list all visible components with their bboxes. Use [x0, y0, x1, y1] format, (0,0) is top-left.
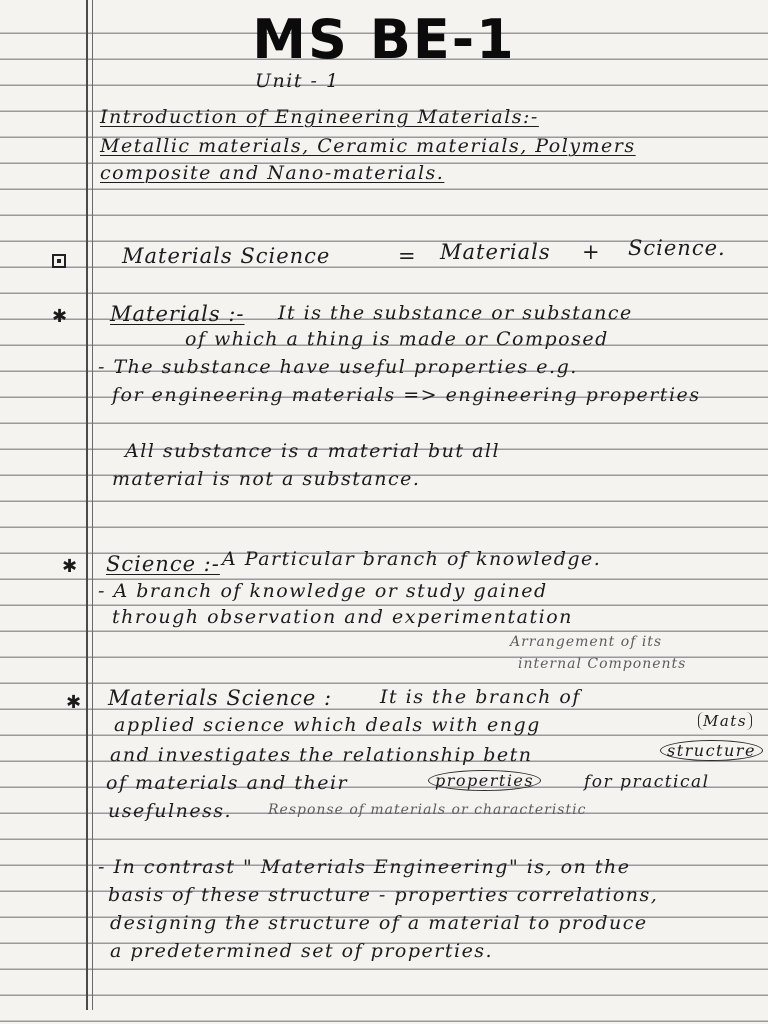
star-bullet-icon: ✱ — [52, 306, 68, 327]
contrast-line-4: a predetermined set of properties. — [110, 940, 494, 962]
margin-line-inner — [92, 0, 93, 1010]
science-line-3: through observation and experimentation — [112, 606, 573, 628]
materials-line-1: It is the substance or substance — [278, 302, 633, 324]
ms-def-heading: Materials Science : — [108, 686, 333, 710]
materials-line-4: for engineering materials => engineering properties — [112, 384, 701, 406]
equation-term-2: Science. — [628, 236, 726, 260]
science-note-2: internal Components — [518, 656, 687, 672]
equation-equals: = — [398, 244, 417, 268]
contrast-line-1: - In contrast " Materials Engineering" is, on the — [98, 856, 631, 878]
materials-line-2: of which a thing is made or Composed — [185, 328, 609, 350]
contrast-line-2: basis of these structure - properties correlations, — [108, 884, 659, 906]
science-line-1: A Particular branch of knowledge. — [222, 548, 602, 570]
intro-line-3: composite and Nano-materials. — [100, 162, 445, 184]
intro-line-2: Metallic materials, Ceramic materials, Polymers — [100, 135, 636, 157]
ms-def-properties: properties — [428, 770, 541, 791]
ms-def-note: Response of materials or characteristic — [268, 802, 587, 818]
page-title: MS BE-1 — [252, 8, 516, 71]
ms-def-line-4: of materials and their — [106, 772, 349, 794]
square-bullet-icon — [52, 254, 66, 268]
equation-term-1: Materials — [440, 240, 551, 264]
star-bullet-icon: ✱ — [62, 556, 78, 577]
materials-line-3: - The substance have useful properties e.g. — [98, 356, 578, 378]
equation-lhs: Materials Science — [122, 244, 331, 268]
ms-def-line-3: and investigates the relationship betn — [110, 744, 533, 766]
materials-heading: Materials :- — [110, 302, 245, 326]
intro-line-1: Introduction of Engineering Materials:- — [100, 106, 539, 128]
science-note-1: Arrangement of its — [510, 634, 663, 650]
ms-def-line-5: usefulness. — [108, 800, 233, 822]
ms-def-line-1: It is the branch of — [380, 686, 581, 708]
materials-line-5: All substance is a material but all — [125, 440, 501, 462]
ms-def-line-2: applied science which deals with engg — [114, 714, 541, 736]
ms-def-line-4-end: for practical — [584, 772, 710, 792]
science-heading: Science :- — [106, 552, 220, 576]
science-line-2: - A branch of knowledge or study gained — [98, 580, 548, 602]
equation-plus: + — [582, 240, 601, 264]
materials-line-6: material is not a substance. — [112, 468, 421, 490]
unit-label: Unit - 1 — [255, 70, 340, 92]
ms-def-mats: Mats — [698, 712, 752, 730]
contrast-line-3: designing the structure of a material to produce — [110, 912, 648, 934]
margin-line — [86, 0, 88, 1010]
star-bullet-icon: ✱ — [66, 692, 82, 713]
ms-def-structure: structure — [660, 740, 763, 761]
